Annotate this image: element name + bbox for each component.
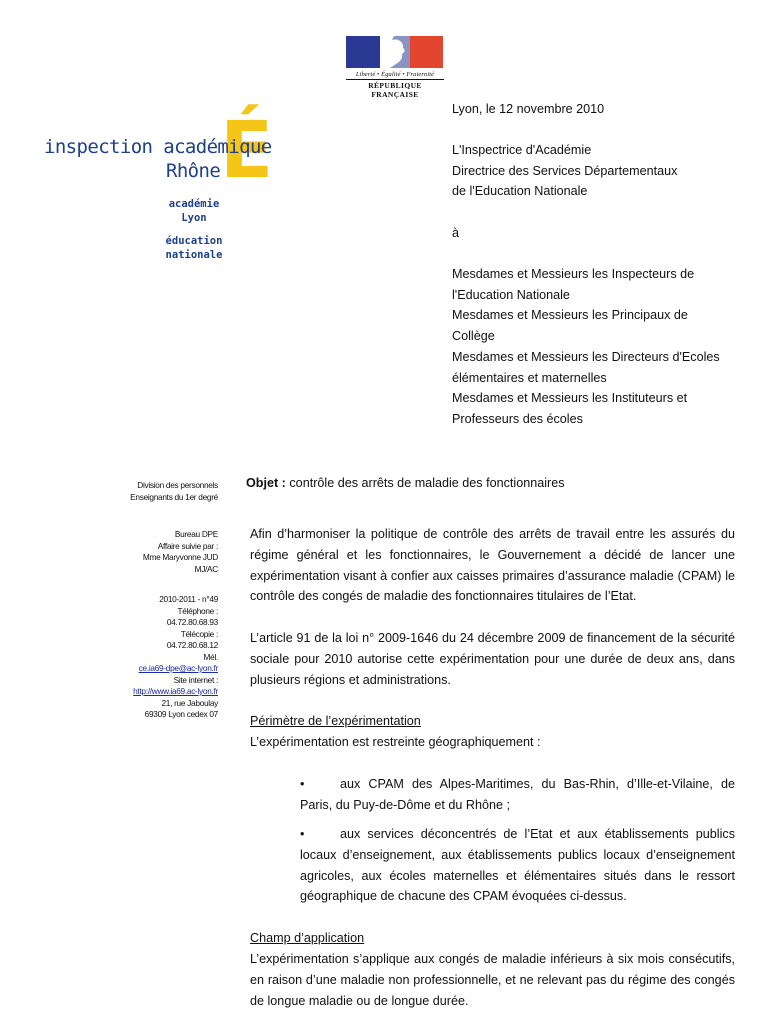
sidebar-division [100, 480, 218, 503]
paragraph-intro: Afin d’harmoniser la politique de contrôle des arrêts de travail entre les assurés du régime général et les fonctionnaires, le Gouvernement a décidé de lancer une expérimentation visant à confier aux caisses primaires d’assurance maladie (CPAM) le contrôle des congés de maladie des fonctionnaires titulaires de l’Etat. [250, 527, 735, 604]
recipient-line: Collège [452, 329, 495, 344]
sender-block [452, 140, 677, 202]
academy-city: Lyon [181, 212, 207, 224]
marianne-flag-icon [346, 36, 443, 68]
academy-logo-line2: Rhône [166, 160, 221, 182]
recipient-line: Mesdames et Messieurs les Instituteurs et [452, 391, 688, 406]
subject-label: Objet : [246, 476, 286, 490]
recipient-line: l'Education Nationale [452, 287, 570, 302]
sidebar-bureau [100, 529, 218, 575]
bullet-icon: • [300, 827, 305, 841]
subject-text: contrôle des arrêts de maladie des fonctionnaires [285, 476, 565, 490]
marianne-profile-icon [346, 36, 443, 68]
subject-line [246, 476, 565, 490]
bullet-text: aux services déconcentrés de l’Etat et aux établissements publics locaux d’enseignement, aux établissements publics locaux d’enseignement agricoles, aux écoles maternelles et élémentaires situés dans le ressort géographique de chacune des CPAM évoquées ci-dessus. [300, 827, 735, 904]
bureau-line: MJ/AC [194, 563, 218, 574]
republic-name: RÉPUBLIQUE FRANÇAISE [346, 79, 444, 99]
site-label: Site internet : [173, 674, 218, 685]
email-link[interactable]: ce.ia69-dpe@ac-lyon.fr [138, 663, 218, 673]
bureau-line: Affaire suivie par : [157, 540, 218, 551]
address-street: 21, rue Jaboulay [161, 697, 218, 708]
website-link[interactable]: http://www.ia69.ac-lyon.fr [133, 686, 218, 696]
recipient-line: Mesdames et Messieurs les Principaux de [452, 308, 688, 323]
bureau-line: Bureau DPE [174, 529, 218, 539]
section-heading-perimeter: Périmètre de l’expérimentation [250, 714, 421, 728]
education-label: éducation [165, 235, 223, 247]
bullet-item [300, 824, 735, 907]
academy-logo-line1: inspection académique [44, 136, 272, 158]
academy-label: académie [168, 198, 220, 210]
paragraph-perimeter: L’expérimentation est restreinte géographiquement : [250, 735, 541, 749]
academy-e-letter: É [220, 106, 274, 196]
recipient-line: Mesdames et Messieurs les Directeurs d'Ecoles [452, 349, 720, 364]
email-label: Mél. [203, 651, 218, 662]
inspection-academique-logo [44, 106, 284, 270]
sender-line: de l'Education Nationale [452, 184, 588, 199]
bureau-line: Mme Maryvonne JUD [142, 552, 218, 562]
section-heading-scope: Champ d’application [250, 931, 365, 945]
sender-line: Directrice des Services Départementaux [452, 163, 678, 178]
republique-francaise-logo [346, 36, 444, 99]
phone-label: Téléphone : [177, 605, 218, 616]
recipients-block [452, 264, 720, 430]
recipient-line: Mesdames et Messieurs les Inspecteurs de [452, 267, 695, 281]
sender-line: L'Inspectrice d'Académie [452, 143, 592, 157]
division-line: Enseignants du 1er degré [130, 491, 218, 502]
bullet-text: aux CPAM des Alpes-Maritimes, du Bas-Rhin, d’Ille-et-Vilaine, de Paris, du Puy-de-Dôme et du Rhône ; [300, 777, 735, 812]
republic-motto: Liberté • Égalité • Fraternité [355, 71, 435, 78]
paragraph-scope: L’expérimentation s’applique aux congés de maladie inférieurs à six mois consécutifs, en raison d’une maladie non professionnelle, et ne relevant pas du régime des congés de longue maladie ou de longue durée. [250, 952, 735, 1008]
bullet-icon: • [300, 777, 305, 791]
sidebar-contact [100, 594, 218, 721]
recipient-line: élémentaires et maternelles [452, 370, 607, 385]
date-line: Lyon, le 12 novembre 2010 [452, 102, 605, 116]
address-city: 69309 Lyon cedex 07 [144, 709, 218, 719]
division-line: Division des personnels [137, 480, 218, 490]
recipient-prefix: à [452, 226, 460, 240]
paragraph-article: L’article 91 de la loi n° 2009-1646 du 24 décembre 2009 de financement de la sécurité sociale pour 2010 autorise cette expérimentation pour une durée de deux ans, dans plusieurs régions et administrations. [250, 631, 735, 687]
fax-label: Télécopie : [180, 628, 218, 639]
phone-number: 04.72.80.68.93 [166, 617, 218, 627]
nationale-label: nationale [165, 249, 223, 261]
fax-number: 04.72.80.68.12 [166, 640, 218, 650]
reference-number: 2010-2011 - n°49 [159, 594, 218, 604]
recipient-line: Professeurs des écoles [452, 411, 583, 426]
bullet-item [300, 774, 735, 816]
